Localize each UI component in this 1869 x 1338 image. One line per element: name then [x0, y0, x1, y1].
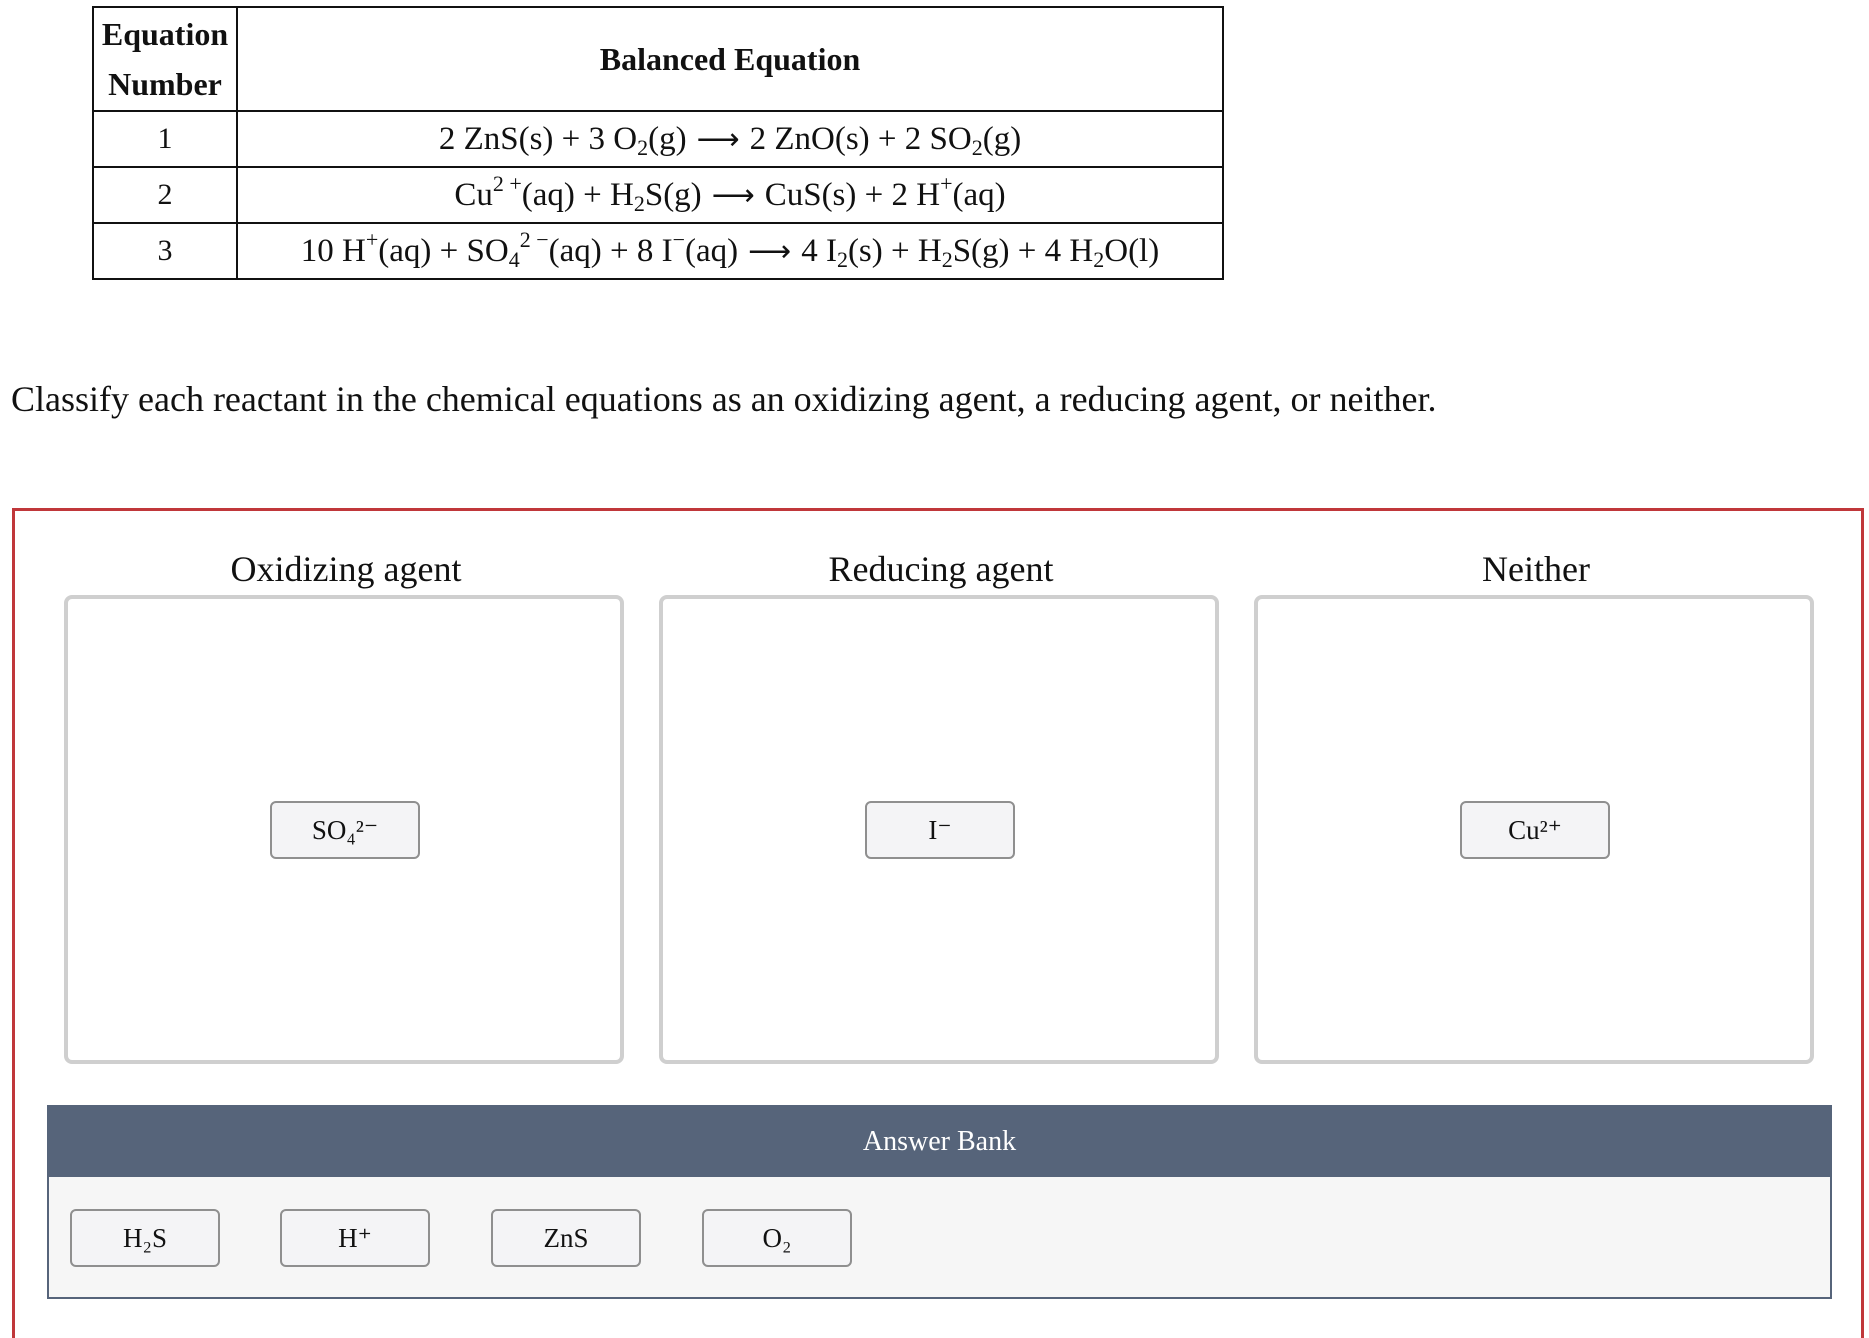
chip-label: O₂	[762, 1222, 792, 1253]
table-row	[93, 111, 1223, 167]
chip-copper-ion[interactable]	[1460, 801, 1610, 859]
chip-label: ZnS	[543, 1222, 589, 1253]
answer-bank-header: Answer Bank	[49, 1107, 1830, 1177]
chip-label: SO₄²⁻	[311, 814, 379, 845]
chip-label: Cu²⁺	[1508, 814, 1562, 845]
equation-1: 2 ZnS(s) + 3 $O_2(g)$ ⟶ 2 ZnO(s) + 2 $SO_2(g)$	[237, 111, 1223, 167]
equation-table	[92, 6, 1224, 280]
chip-label: H⁺	[338, 1222, 372, 1253]
equation-3: 10 $H^+(aq) + SO_4^{2 -}(aq) + 8$ I−(aq) ⟶ 4 $I_2(s) + H_2S(g) + 4$ $H_2O(l)$	[237, 223, 1223, 279]
answer-bank	[47, 1105, 1832, 1299]
bin-label-oxidizing: Oxidizing agent	[230, 549, 462, 589]
chip-label: I⁻	[928, 814, 952, 845]
table-row	[93, 167, 1223, 223]
table-row	[93, 223, 1223, 279]
equation-number: 2	[93, 167, 237, 223]
chip-zinc-sulfide[interactable]	[491, 1209, 641, 1267]
equation-2: $Cu^{2 +}(aq) + H_2S(g)$ ⟶ CuS(s) + 2 H+(aq)	[237, 167, 1223, 223]
chip-label: H₂S	[123, 1222, 167, 1253]
column-header-number-label: Equation Number	[101, 16, 229, 102]
equation-number: 3	[93, 223, 237, 279]
chip-sulfate[interactable]	[270, 801, 420, 859]
chip-hydrogen-sulfide[interactable]	[70, 1209, 220, 1267]
chip-oxygen[interactable]	[702, 1209, 852, 1267]
bin-label-neither: Neither	[1482, 549, 1590, 589]
column-header-number	[93, 7, 237, 111]
chip-iodide[interactable]	[865, 801, 1015, 859]
chip-hydrogen-ion[interactable]	[280, 1209, 430, 1267]
table-header-row	[93, 7, 1223, 111]
bin-label-reducing: Reducing agent	[828, 549, 1054, 589]
equation-number: 1	[93, 111, 237, 167]
question-prompt: Classify each reactant in the chemical equations as an oxidizing agent, a reducing agent, or neither.	[11, 379, 1437, 419]
column-header-equation: Balanced Equation	[237, 7, 1223, 111]
